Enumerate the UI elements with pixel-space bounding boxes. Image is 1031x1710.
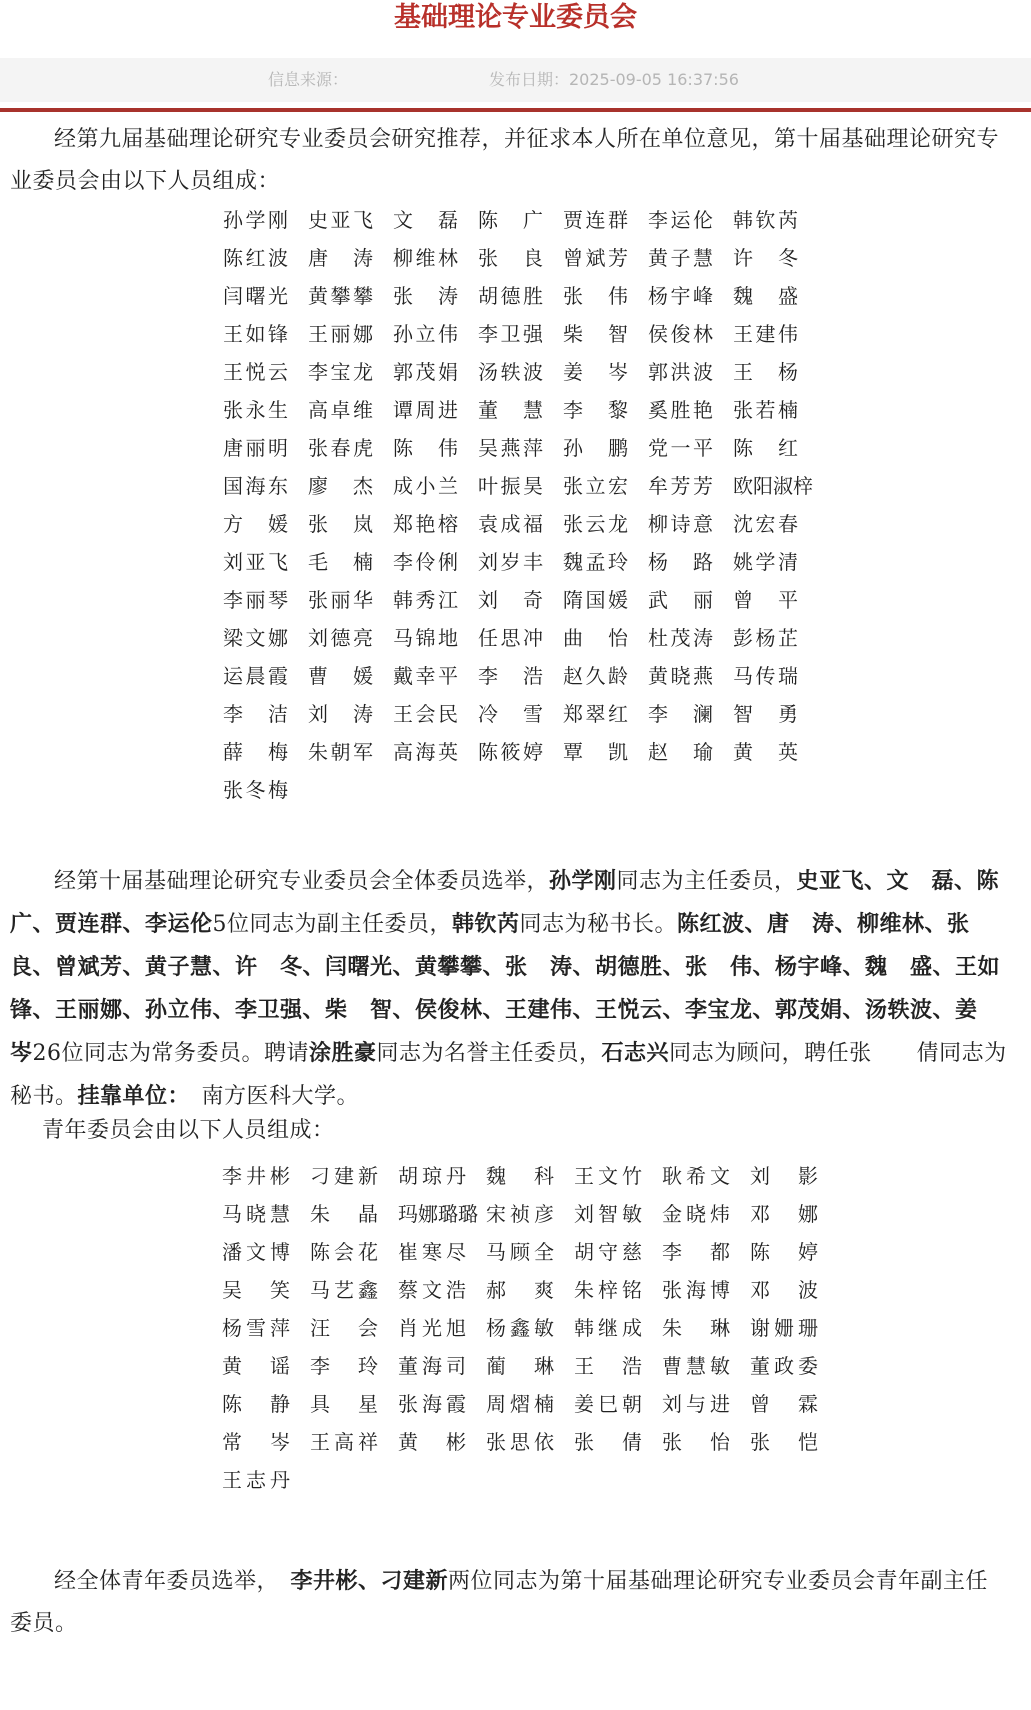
election-paragraph	[10, 860, 1022, 1118]
member-name: 马顾全	[486, 1239, 554, 1264]
member-name: 李丽琴	[223, 587, 288, 612]
youth-election-text: 两位同志为第十届基础理论研究专业委员会青年副主任委员。	[10, 1569, 989, 1636]
member-name: 郑翠红	[563, 701, 628, 726]
source-label: 信息来源：	[268, 70, 349, 89]
member-name: 吴 笑	[222, 1277, 290, 1302]
election-text: 5位同志为副主任委员，	[212, 912, 453, 937]
member-name: 薛 梅	[223, 739, 288, 764]
member-name: 陈 婷	[750, 1239, 818, 1264]
secretary-general-name: 韩钦芮	[452, 911, 520, 937]
member-name: 张春虎	[308, 435, 373, 460]
member-name: 高卓维	[308, 397, 373, 422]
name-row	[223, 541, 818, 579]
member-name: 胡琼丹	[398, 1163, 466, 1188]
member-name: 姚学清	[733, 549, 798, 574]
member-name: 刘 奇	[478, 587, 543, 612]
member-name: 魏 科	[486, 1163, 554, 1188]
member-name: 曾斌芳	[563, 245, 628, 270]
member-name: 运晨霞	[223, 663, 288, 688]
name-row	[222, 1345, 838, 1383]
member-name: 谢姗珊	[750, 1315, 818, 1340]
member-name: 杨鑫敏	[486, 1315, 554, 1340]
advisor-name: 石志兴	[601, 1040, 670, 1066]
member-name: 蔺 琳	[486, 1353, 554, 1378]
member-name: 韩钦芮	[733, 207, 798, 232]
member-name: 王高祥	[310, 1429, 378, 1454]
member-name: 文 磊	[393, 207, 458, 232]
member-name: 曹慧敏	[662, 1353, 730, 1378]
members-grid	[223, 199, 818, 807]
member-name: 李 洁	[223, 701, 288, 726]
member-name: 汪 会	[310, 1315, 378, 1340]
member-name: 王 杨	[733, 359, 798, 384]
member-name: 孙立伟	[393, 321, 458, 346]
member-name: 张永生	[223, 397, 288, 422]
member-name: 杨雪萍	[222, 1315, 290, 1340]
honorary-director-name: 涂胜豪	[309, 1040, 377, 1066]
name-row	[223, 199, 818, 237]
member-name: 黄子慧	[648, 245, 713, 270]
name-row	[222, 1231, 838, 1269]
member-name: 张 岚	[308, 511, 373, 536]
member-name: 闫曙光	[223, 283, 288, 308]
name-row	[223, 389, 818, 427]
member-name: 赵久龄	[563, 663, 628, 688]
host-unit-value: 南方医科大学。	[179, 1084, 360, 1109]
member-name: 廖 杰	[308, 473, 373, 498]
member-name: 张云龙	[563, 511, 628, 536]
standing-member-names: 陈红波、唐 涛、柳维林、张 良、曾斌芳、黄子慧、许 冬、闫曙光、黄攀攀、张 涛、胡德胜、张 伟、杨宇峰、魏 盛、王如锋、王丽娜、孙立伟、李卫强、柴 智、侯俊林、王建伟、王悦云、李宝龙、郭茂娟、汤轶波、姜 岑	[10, 911, 1001, 1066]
member-name: 党一平	[648, 435, 713, 460]
member-name: 韩继成	[574, 1315, 642, 1340]
election-text: 同志为名誉主任委员，	[376, 1041, 602, 1066]
member-name: 张 良	[478, 245, 543, 270]
member-name: 魏孟玲	[563, 549, 628, 574]
member-name: 陈会花	[310, 1239, 378, 1264]
youth-vice-director-names: 李井彬、刁建新	[290, 1568, 449, 1594]
member-name: 柳诗意	[648, 511, 713, 536]
member-name: 邓 娜	[750, 1201, 818, 1226]
name-row	[223, 313, 818, 351]
member-name: 刘 涛	[308, 701, 373, 726]
member-name: 李 黎	[563, 397, 628, 422]
member-name: 柳维林	[393, 245, 458, 270]
name-row	[223, 275, 818, 313]
member-name: 谭周进	[393, 397, 458, 422]
member-name: 牟芳芳	[648, 473, 713, 498]
member-name: 玛娜璐璐	[398, 1201, 478, 1226]
member-name: 王悦云	[223, 359, 288, 384]
member-name: 汤轶波	[478, 359, 543, 384]
member-name: 董政委	[750, 1353, 818, 1378]
member-name: 李 玲	[310, 1353, 378, 1378]
member-name: 李 都	[662, 1239, 730, 1264]
name-row	[223, 237, 818, 275]
member-name: 方 媛	[223, 511, 288, 536]
member-name: 常 岑	[222, 1429, 290, 1454]
member-name: 刁建新	[310, 1163, 378, 1188]
name-row	[223, 503, 818, 541]
member-name: 宋祯彦	[486, 1201, 554, 1226]
member-name: 曲 怡	[563, 625, 628, 650]
member-name: 刘岁丰	[478, 549, 543, 574]
member-name: 曾 平	[733, 587, 798, 612]
name-row	[223, 579, 818, 617]
name-row	[223, 731, 818, 769]
member-name: 贾连群	[563, 207, 628, 232]
member-name: 曾 霖	[750, 1391, 818, 1416]
member-name: 王会民	[393, 701, 458, 726]
member-name: 梁文娜	[223, 625, 288, 650]
member-name: 郭洪波	[648, 359, 713, 384]
member-name: 唐丽明	[223, 435, 288, 460]
member-name: 周熠楠	[486, 1391, 554, 1416]
member-name: 黄攀攀	[308, 283, 373, 308]
member-name: 张 怡	[662, 1429, 730, 1454]
member-name: 朱梓铭	[574, 1277, 642, 1302]
member-name: 吴燕萍	[478, 435, 543, 460]
member-name: 侯俊林	[648, 321, 713, 346]
member-name: 赵 瑜	[648, 739, 713, 764]
name-row	[223, 769, 818, 807]
member-name: 邓 波	[750, 1277, 818, 1302]
member-name: 欧阳淑梓	[733, 473, 813, 498]
member-name: 隋国媛	[563, 587, 628, 612]
name-row	[222, 1383, 838, 1421]
member-name: 王如锋	[223, 321, 288, 346]
member-name: 具 星	[310, 1391, 378, 1416]
member-name: 潘文博	[222, 1239, 290, 1264]
member-name: 董 慧	[478, 397, 543, 422]
member-name: 毛 楠	[308, 549, 373, 574]
name-row	[222, 1421, 838, 1459]
member-name: 陈筱婷	[478, 739, 543, 764]
name-row	[223, 427, 818, 465]
member-name: 肖光旭	[398, 1315, 466, 1340]
member-name: 曹 媛	[308, 663, 373, 688]
member-name: 刘亚飞	[223, 549, 288, 574]
member-name: 黄 彬	[398, 1429, 466, 1454]
member-name: 国海东	[223, 473, 288, 498]
member-name: 刘与进	[662, 1391, 730, 1416]
member-name: 马艺鑫	[310, 1277, 378, 1302]
member-name: 陈 静	[222, 1391, 290, 1416]
member-name: 胡守慈	[574, 1239, 642, 1264]
meta-bar	[0, 58, 1031, 102]
member-name: 高海英	[393, 739, 458, 764]
member-name: 姜巳朝	[574, 1391, 642, 1416]
member-name: 李运伦	[648, 207, 713, 232]
member-name: 刘 影	[750, 1163, 818, 1188]
election-text: 同志为秘书长。	[519, 912, 678, 937]
member-name: 张 恺	[750, 1429, 818, 1454]
director-name: 孙学刚	[549, 868, 617, 894]
member-name: 袁成福	[478, 511, 543, 536]
member-name: 张 倩	[574, 1429, 642, 1454]
member-name: 金晓炜	[662, 1201, 730, 1226]
publish-date: 发布日期：2025-09-05 16:37:56	[489, 70, 739, 89]
election-text: 同志为主任委员，	[616, 869, 797, 894]
name-row	[223, 465, 818, 503]
page-title: 基础理论专业委员会	[394, 2, 637, 33]
member-name: 魏 盛	[733, 283, 798, 308]
youth-election-text: 经全体青年委员选举，	[54, 1569, 291, 1594]
intro-paragraph: 经第九届基础理论研究专业委员会研究推荐，并征求本人所在单位意见，第十届基础理论研究专业委员会由以下人员组成：	[10, 127, 1000, 194]
member-name: 朱 琳	[662, 1315, 730, 1340]
member-name: 陈红波	[223, 245, 288, 270]
name-row	[223, 617, 818, 655]
member-name: 马晓慧	[222, 1201, 290, 1226]
member-name: 彭杨芷	[733, 625, 798, 650]
name-row	[222, 1459, 838, 1497]
name-row	[222, 1269, 838, 1307]
member-name: 郝 爽	[486, 1277, 554, 1302]
election-text: 同志为顾问，聘任张 倩同志为秘书。	[10, 1041, 1007, 1109]
member-name: 张 伟	[563, 283, 628, 308]
member-name: 马传瑞	[733, 663, 798, 688]
member-name: 李伶俐	[393, 549, 458, 574]
member-name: 张思依	[486, 1429, 554, 1454]
member-name: 王志丹	[222, 1467, 290, 1492]
member-name: 冷 雪	[478, 701, 543, 726]
member-name: 张若楠	[733, 397, 798, 422]
youth-members-grid	[222, 1155, 838, 1497]
name-row	[222, 1193, 838, 1231]
youth-intro: 青年委员会由以下人员组成：	[42, 1118, 335, 1143]
member-name: 张丽华	[308, 587, 373, 612]
title-divider	[0, 108, 1031, 112]
member-name: 崔寒尽	[398, 1239, 466, 1264]
member-name: 杜茂涛	[648, 625, 713, 650]
member-name: 朱 晶	[310, 1201, 378, 1226]
member-name: 蔡文浩	[398, 1277, 466, 1302]
member-name: 沈宏春	[733, 511, 798, 536]
member-name: 叶振昊	[478, 473, 543, 498]
member-name: 戴幸平	[393, 663, 458, 688]
member-name: 奚胜艳	[648, 397, 713, 422]
member-name: 李 澜	[648, 701, 713, 726]
member-name: 杨 路	[648, 549, 713, 574]
host-unit-label: 挂靠单位：	[77, 1083, 180, 1109]
member-name: 马锦地	[393, 625, 458, 650]
member-name: 李井彬	[222, 1163, 290, 1188]
election-text: 经第十届基础理论研究专业委员会全体委员选举，	[54, 869, 550, 894]
member-name: 覃 凯	[563, 739, 628, 764]
member-name: 陈 伟	[393, 435, 458, 460]
member-name: 王丽娜	[308, 321, 373, 346]
member-name: 黄 英	[733, 739, 798, 764]
member-name: 王文竹	[574, 1163, 642, 1188]
member-name: 武 丽	[648, 587, 713, 612]
member-name: 任思冲	[478, 625, 543, 650]
name-row	[223, 693, 818, 731]
member-name: 唐 涛	[308, 245, 373, 270]
member-name: 郭茂娟	[393, 359, 458, 384]
member-name: 张 涛	[393, 283, 458, 308]
member-name: 柴 智	[563, 321, 628, 346]
member-name: 董海司	[398, 1353, 466, 1378]
election-text: 26位同志为常务委员。聘请	[32, 1041, 310, 1066]
member-name: 李宝龙	[308, 359, 373, 384]
member-name: 张立宏	[563, 473, 628, 498]
member-name: 张海博	[662, 1277, 730, 1302]
name-row	[222, 1155, 838, 1193]
member-name: 胡德胜	[478, 283, 543, 308]
member-name: 许 冬	[733, 245, 798, 270]
member-name: 韩秀江	[393, 587, 458, 612]
name-row	[223, 351, 818, 389]
vice-director-names: 史亚飞、文 磊、陈 广、贾连群、李运伦	[10, 868, 1022, 937]
youth-election-paragraph	[10, 1560, 1010, 1645]
member-name: 刘智敏	[574, 1201, 642, 1226]
member-name: 王建伟	[733, 321, 798, 346]
member-name: 成小兰	[393, 473, 458, 498]
member-name: 智 勇	[733, 701, 798, 726]
member-name: 黄晓燕	[648, 663, 713, 688]
name-row	[223, 655, 818, 693]
member-name: 王 浩	[574, 1353, 642, 1378]
member-name: 李卫强	[478, 321, 543, 346]
member-name: 杨宇峰	[648, 283, 713, 308]
member-name: 史亚飞	[308, 207, 373, 232]
member-name: 刘德亮	[308, 625, 373, 650]
member-name: 张冬梅	[223, 777, 288, 802]
member-name: 孙学刚	[223, 207, 288, 232]
member-name: 陈 红	[733, 435, 798, 460]
member-name: 郑艳榕	[393, 511, 458, 536]
member-name: 李 浩	[478, 663, 543, 688]
member-name: 张海霞	[398, 1391, 466, 1416]
name-row	[222, 1307, 838, 1345]
member-name: 姜 岑	[563, 359, 628, 384]
member-name: 黄 谣	[222, 1353, 290, 1378]
member-name: 孙 鹏	[563, 435, 628, 460]
member-name: 耿希文	[662, 1163, 730, 1188]
member-name: 陈 广	[478, 207, 543, 232]
member-name: 朱朝军	[308, 739, 373, 764]
